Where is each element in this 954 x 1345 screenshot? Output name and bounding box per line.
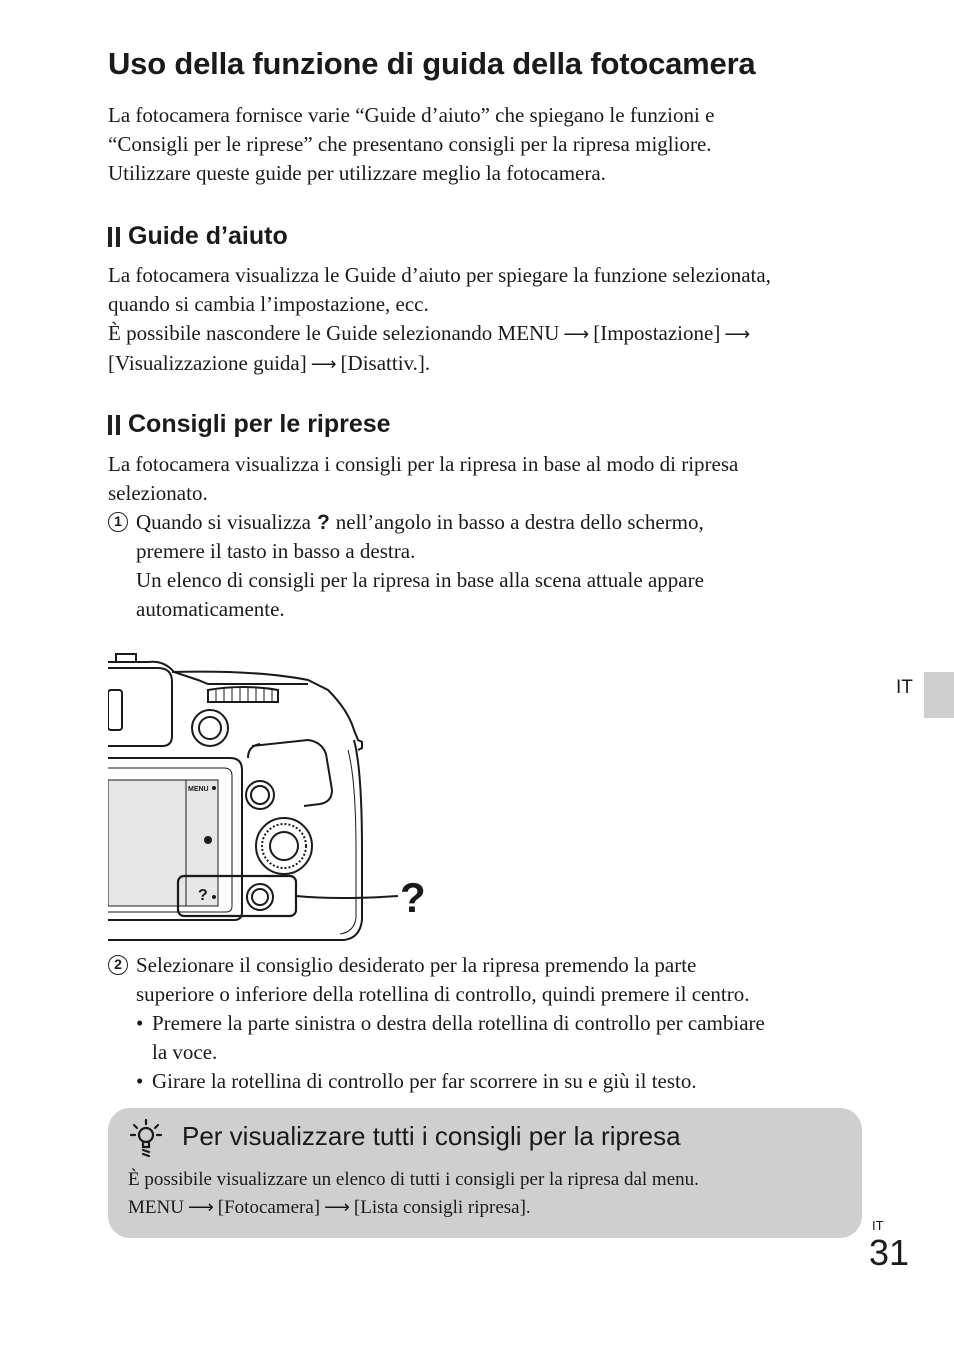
guide-line: La fotocamera visualizza le Guide d’aiuto per spiegare la funzione selezionata, [108, 263, 771, 287]
bullet-item [136, 1009, 868, 1038]
callout-help-label: ? [400, 874, 426, 921]
arrow-right-icon: ⟶ [187, 1197, 214, 1218]
side-language-tab [924, 672, 954, 718]
tips-line: selezionato. [108, 481, 208, 505]
bullet-item [136, 1067, 868, 1096]
step-line: superiore o inferiore della rotellina di controllo, quindi premere il centro. [136, 982, 750, 1006]
step-line: Selezionare il consiglio desiderato per la ripresa premendo la parte [136, 953, 697, 977]
guide-path-text: [Disattiv.]. [340, 351, 431, 375]
arrow-right-icon: ⟶ [563, 324, 590, 345]
intro-paragraph [108, 101, 868, 188]
section-marker-icon [108, 415, 120, 435]
bullet-icon: • [136, 1069, 144, 1093]
tips-paragraph [108, 450, 868, 508]
intro-line: Utilizzare queste guide per utilizzare meglio la fotocamera. [108, 161, 606, 185]
screen-help-label: ? [198, 887, 208, 904]
arrow-right-icon: ⟶ [310, 354, 337, 375]
step-line: Un elenco di consigli per la ripresa in base alla scena attuale appare [136, 568, 704, 592]
section-heading-guide [108, 222, 288, 251]
step-1 [108, 508, 868, 624]
guide-path-text: È possibile nascondere le Guide selezionando MENU [108, 321, 560, 345]
hint-title: Per visualizzare tutti i consigli per la ripresa [182, 1121, 681, 1151]
step-number-badge: 1 [108, 512, 128, 532]
hint-box [108, 1108, 862, 1238]
section-heading-text: Consigli per le riprese [128, 410, 391, 438]
footer-language: IT [872, 1218, 884, 1233]
guide-path-line [108, 349, 868, 379]
help-question-icon: ? [316, 511, 330, 534]
side-language-label: IT [896, 677, 913, 698]
bullet-icon: • [136, 1011, 144, 1035]
step-line: premere il tasto in basso a destra. [136, 539, 416, 563]
step-text: Quando si visualizza [136, 510, 311, 534]
section-marker-icon [108, 227, 120, 247]
guide-line: quando si cambia l’impostazione, ecc. [108, 292, 429, 316]
hint-path-text: [Fotocamera] [217, 1197, 321, 1218]
bullet-text: Premere la parte sinistra o destra della rotellina di controllo per cambiare [152, 1011, 765, 1035]
section-heading-text: Guide d’aiuto [128, 222, 288, 250]
hint-path-line [128, 1194, 699, 1222]
intro-line: La fotocamera fornisce varie “Guide d’aiuto” che spiegano le funzioni e [108, 103, 715, 127]
hint-line: È possibile visualizzare un elenco di tutti i consigli per la ripresa dal menu. [128, 1169, 699, 1190]
section-heading-tips [108, 410, 391, 439]
step-text: nell’angolo in basso a destra dello schermo, [335, 510, 704, 534]
arrow-right-icon: ⟶ [724, 324, 751, 345]
page-title: Uso della funzione di guida della fotocamera [108, 46, 756, 81]
hint-path-text: [Lista consigli ripresa]. [353, 1197, 531, 1218]
bullet-text-continued: la voce. [152, 1040, 218, 1064]
step-line: automaticamente. [136, 597, 285, 621]
tips-line: La fotocamera visualizza i consigli per la ripresa in base al modo di ripresa [108, 452, 739, 476]
hint-path-text: MENU [128, 1197, 184, 1218]
step-line [136, 508, 868, 537]
guide-path-text: [Visualizzazione guida] [108, 351, 307, 375]
intro-line: “Consigli per le riprese” che presentano consigli per la ripresa migliore. [108, 132, 712, 156]
guide-paragraph [108, 261, 868, 379]
menu-label: MENU [188, 786, 209, 793]
camera-back-illustration [108, 650, 428, 945]
guide-path-text: [Impostazione] [593, 321, 721, 345]
lightbulb-icon [128, 1118, 164, 1158]
arrow-right-icon: ⟶ [324, 1197, 350, 1218]
step-2 [108, 951, 868, 1096]
page-number: 31 [869, 1232, 910, 1273]
guide-path-line [108, 319, 868, 349]
step-number-badge: 2 [108, 955, 128, 975]
bullet-text: Girare la rotellina di controllo per far scorrere in su e giù il testo. [152, 1069, 697, 1093]
hint-text [128, 1166, 699, 1222]
